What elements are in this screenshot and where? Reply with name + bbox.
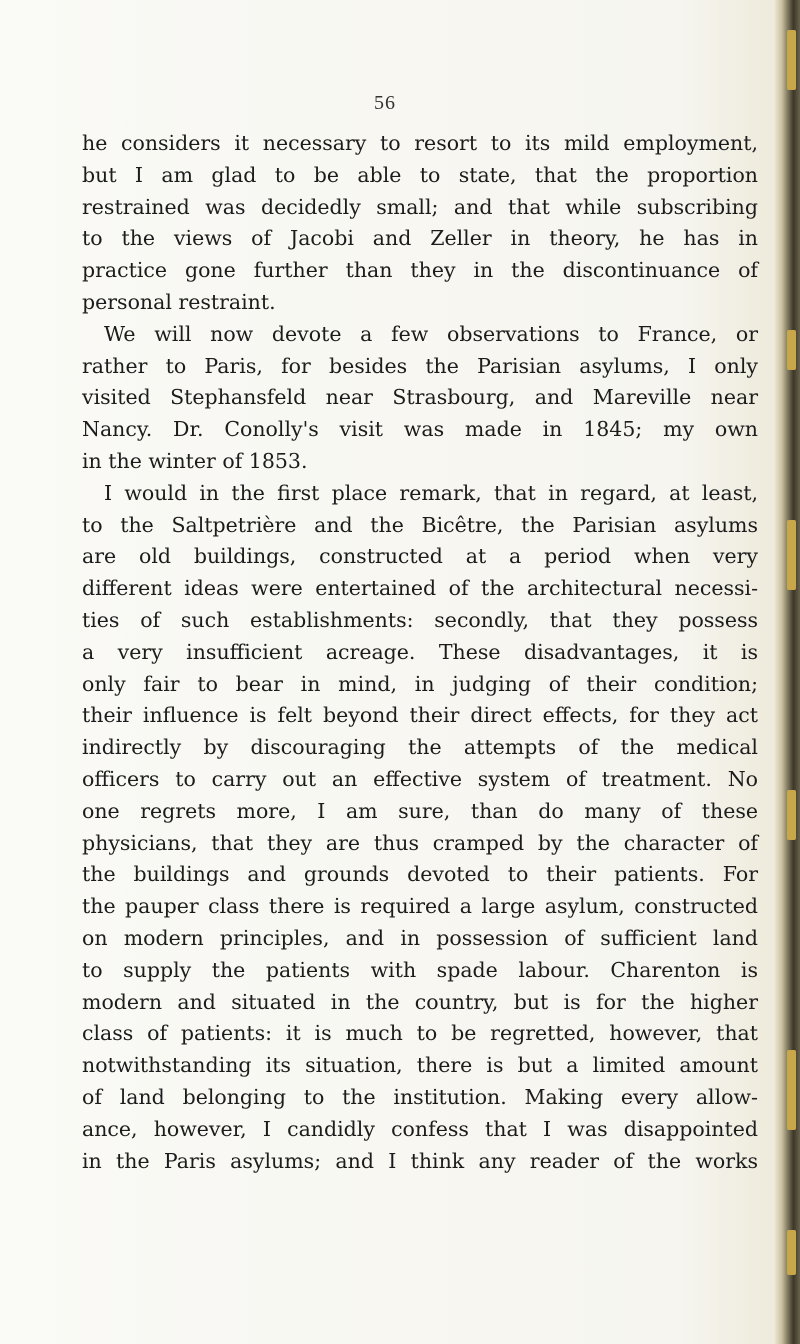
paragraph (82, 319, 758, 478)
text-line: visited Stephansfeld near Strasbourg, and Mareville near (82, 385, 758, 410)
text-line: a very insufficient acreage. These disadvantages, it is (82, 639, 758, 664)
text-line: of land belonging to the institution. Making every allow- (82, 1084, 758, 1109)
text-line: rather to Paris, for besides the Parisian asylums, I only (82, 353, 758, 378)
page-number: 56 (374, 92, 396, 114)
text-line: to supply the patients with spade labour. Charenton is (82, 957, 758, 982)
text-line: ties of such establishments: secondly, that they possess (82, 607, 758, 632)
text-line: he considers it necessary to resort to its mild employment, (82, 131, 758, 155)
text-line: to the views of Jacobi and Zeller in theory, he has in (82, 226, 758, 251)
edge-stain (787, 330, 796, 370)
text-line: ance, however, I candidly confess that I was disappointed (82, 1116, 758, 1141)
text-line: to the Saltpetrière and the Bicêtre, the Parisian asylums (82, 512, 758, 537)
text-line: the buildings and grounds devoted to their patients. For (82, 862, 758, 887)
text-line: their influence is felt beyond their direct effects, for they act (82, 703, 758, 728)
text-line: are old buildings, constructed at a period when very (82, 544, 758, 569)
text-line: class of patients: it is much to be regretted, however, that (82, 1021, 758, 1046)
text-line: only fair to bear in mind, in judging of their condition; (82, 671, 758, 696)
edge-stain (787, 790, 796, 840)
text-line: modern and situated in the country, but is for the higher (82, 989, 758, 1014)
text-line: personal restraint. (82, 289, 276, 314)
text-line: different ideas were entertained of the architectural necessi- (82, 576, 758, 601)
text-line: We will now devote a few observations to France, or (104, 321, 758, 346)
text-line: but I am glad to be able to state, that the proportion (82, 162, 758, 187)
paragraph (82, 478, 758, 1178)
text-line: restrained was decidedly small; and that while subscribing (82, 194, 758, 219)
page-edge-shadow (774, 0, 800, 1344)
text-line: in the Paris asylums; and I think any reader of the works (82, 1148, 758, 1173)
body-text (82, 128, 758, 1177)
edge-stain (787, 1050, 796, 1130)
edge-stain (787, 520, 796, 590)
text-line: on modern principles, and in possession of sufficient land (82, 925, 758, 950)
text-line: indirectly by discouraging the attempts of the medical (82, 735, 758, 760)
paragraph (82, 128, 758, 319)
text-line: Nancy. Dr. Conolly's visit was made in 1845; my own (82, 417, 758, 442)
edge-stain (787, 30, 796, 90)
edge-stain (787, 1230, 796, 1275)
text-line: officers to carry out an effective system of treatment. No (82, 766, 758, 791)
text-line: physicians, that they are thus cramped by the character of (82, 830, 758, 855)
text-line: notwithstanding its situation, there is but a limited amount (82, 1053, 758, 1078)
text-line: the pauper class there is required a large asylum, constructed (82, 894, 758, 919)
text-line: one regrets more, I am sure, than do many of these (82, 798, 758, 823)
text-line: practice gone further than they in the discontinuance of (82, 258, 758, 283)
text-line: I would in the first place remark, that in regard, at least, (104, 480, 758, 505)
text-line: in the winter of 1853. (82, 448, 308, 473)
